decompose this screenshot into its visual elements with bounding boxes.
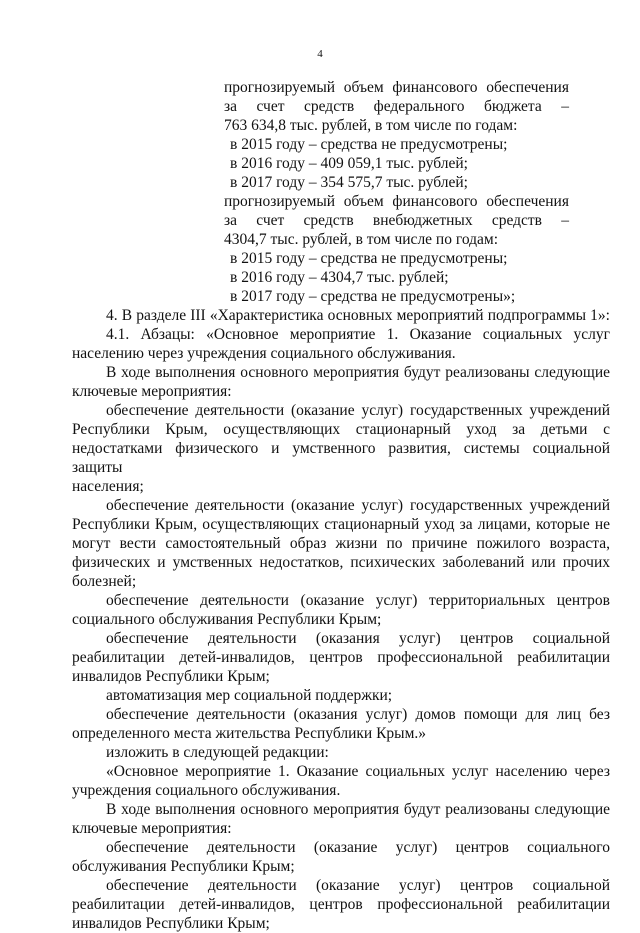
paragraph-line: Республики Крым, осуществляющих стационарный уход за лицами, которые не xyxy=(72,516,610,533)
paragraph-line: обеспечение деятельности (оказание услуг) центров социального xyxy=(106,839,610,856)
text-line: прогнозируемый объем финансового обеспечения xyxy=(224,79,569,96)
text-line: в 2015 году – средства не предусмотрены; xyxy=(230,250,508,267)
paragraph-line: В ходе выполнения основного мероприятия будут реализованы следующие xyxy=(106,364,610,381)
paragraph-line: обеспечение деятельности (оказание услуг) территориальных центров xyxy=(106,592,610,609)
text-line: за счет средств федерального бюджета – xyxy=(224,98,569,115)
paragraph-line: населению через учреждения социального обслуживания. xyxy=(72,345,456,362)
paragraph-line: автоматизация мер социальной поддержки; xyxy=(106,687,393,704)
paragraph-line: 4.1. Абзацы: «Основное мероприятие 1. Оказание социальных услуг xyxy=(106,326,610,343)
paragraph-line: ключевые мероприятия: xyxy=(72,383,232,400)
paragraph-line: обеспечение деятельности (оказание услуг) государственных учреждений xyxy=(106,497,610,514)
page-number: 4 xyxy=(317,48,323,60)
paragraph-line: изложить в следующей редакции: xyxy=(106,744,329,761)
paragraph-line: обеспечение деятельности (оказания услуг) центров социальной xyxy=(106,630,610,647)
paragraph-line: Республики Крым, осуществляющих стационарный уход за детьми с xyxy=(72,421,610,438)
text-line: 763 634,8 тыс. рублей, в том числе по годам: xyxy=(224,117,518,134)
text-line: в 2016 году – 409 059,1 тыс. рублей; xyxy=(230,155,468,172)
text-line: прогнозируемый объем финансового обеспечения xyxy=(224,193,569,210)
paragraph-line: реабилитации детей-инвалидов, центров профессиональной реабилитации xyxy=(72,649,610,666)
paragraph-line: определенного места жительства Республики Крым.» xyxy=(72,725,427,742)
paragraph-line: инвалидов Республики Крым; xyxy=(72,915,270,932)
text-line: в 2015 году – средства не предусмотрены; xyxy=(230,136,508,153)
text-line: 4304,7 тыс. рублей, в том числе по годам: xyxy=(224,231,499,248)
document-body xyxy=(72,306,610,933)
paragraph-line: могут вести самостоятельный образ жизни по причине пожилого возраста, xyxy=(72,535,610,552)
financing-federal-block xyxy=(224,78,569,192)
paragraph-line: инвалидов Республики Крым; xyxy=(72,668,270,685)
paragraph-line: социального обслуживания Республики Крым; xyxy=(72,611,382,628)
paragraph-line: обеспечение деятельности (оказание услуг) государственных учреждений xyxy=(106,402,610,419)
paragraph-line: обеспечение деятельности (оказания услуг) домов помощи для лиц без xyxy=(106,706,610,723)
item-4-heading: 4. В разделе III «Характеристика основных мероприятий подпрограммы 1»: xyxy=(106,307,610,324)
paragraph-line: болезней; xyxy=(72,573,137,590)
text-line: в 2016 году – 4304,7 тыс. рублей; xyxy=(230,269,449,286)
paragraph-line: «Основное мероприятие 1. Оказание социальных услуг населению через xyxy=(106,763,610,780)
paragraph-line: реабилитации детей-инвалидов, центров профессиональной реабилитации xyxy=(72,896,610,913)
financing-extrabudget-block xyxy=(224,192,569,306)
paragraph-line: недостатками физического и умственного развития, системы социальной защиты xyxy=(72,440,610,476)
text-line: за счет средств внебюджетных средств – xyxy=(224,212,569,229)
paragraph-line: обеспечение деятельности (оказание услуг) центров социальной xyxy=(106,877,610,894)
paragraph-line: обслуживания Республики Крым; xyxy=(72,858,295,875)
text-line: в 2017 году – средства не предусмотрены»; xyxy=(230,288,516,305)
paragraph-line: В ходе выполнения основного мероприятия будут реализованы следующие xyxy=(106,801,610,818)
paragraph-line: физических и умственных недостатков, психических заболеваний или прочих xyxy=(72,554,610,571)
paragraph-line: учреждения социального обслуживания. xyxy=(72,782,341,799)
paragraph-line: ключевые мероприятия: xyxy=(72,820,232,837)
text-line: в 2017 году – 354 575,7 тыс. рублей; xyxy=(230,174,468,191)
paragraph-line: населения; xyxy=(72,478,144,495)
